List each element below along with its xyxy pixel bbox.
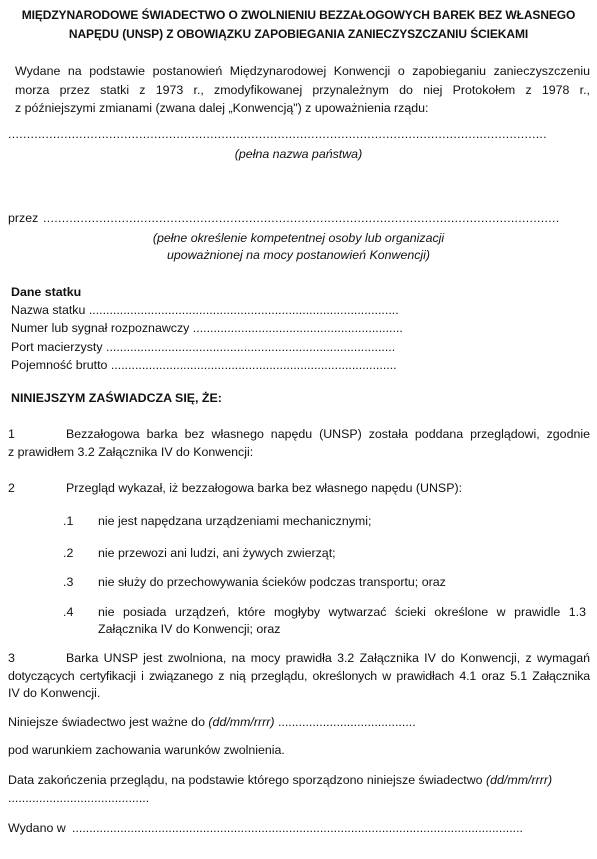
item-3-line-3: IV do Konwencji. bbox=[8, 686, 101, 700]
item-3-line-1: Barka UNSP jest zwolniona, na mocy prawidła 3.2 Załącznika IV do Konwencji, z wymagań bbox=[66, 651, 590, 665]
ship-name-field[interactable]: Nazwa statku .......................................................................................... bbox=[11, 303, 399, 317]
validity-date-format: (dd/mm/rrrr) bbox=[208, 715, 275, 729]
item-3-number: 3 bbox=[8, 651, 15, 665]
item-2-text: Przegląd wykazał, iż bezzałogowa barka bez własnego napędu (UNSP): bbox=[66, 481, 463, 495]
certify-heading: NINIEJSZYM ZAŚWIADCZA SIĘ, ŻE: bbox=[11, 391, 222, 405]
ship-port-field[interactable]: Port macierzysty .................................................................................... bbox=[11, 340, 396, 354]
intro-line-3: z późniejszymi zmianami (zwana dalej „Konwencją") z upoważnienia rządu: bbox=[15, 101, 429, 115]
survey-text: Data zakończenia przeglądu, na podstawie którego sporządzono niniejsze świadectwo bbox=[8, 773, 487, 787]
item-2-sub-1-text: nie jest napędzana urządzeniami mechanicznymi; bbox=[98, 514, 372, 528]
ship-signal-field[interactable]: Numer lub sygnał rozpoznawczy ............................................................. bbox=[11, 321, 403, 335]
validity-date-field[interactable]: ........................................ bbox=[274, 715, 416, 729]
item-2-sub-2-number: .2 bbox=[63, 546, 74, 560]
item-2-sub-4-line-2: Załącznika IV do Konwencji; oraz bbox=[98, 622, 281, 636]
survey-line bbox=[8, 773, 552, 787]
item-1-line-2: z prawidłem 3.2 Załącznika IV do Konwencji: bbox=[8, 445, 254, 459]
ship-details-heading: Dane statku bbox=[11, 285, 82, 299]
title-line-1: MIĘDZYNARODOWE ŚWIADECTWO O ZWOLNIENIU BEZZAŁOGOWYCH BAREK BEZ WŁASNEGO bbox=[21, 8, 576, 22]
issuer-caption-2: upoważnionej na mocy postanowień Konwencji) bbox=[166, 248, 431, 262]
validity-text: Niniejsze świadectwo jest ważne do bbox=[8, 715, 209, 729]
item-2-sub-3-text: nie służy do przechowywania ścieków podczas transportu; oraz bbox=[98, 575, 446, 589]
item-2-sub-4-line-1: nie posiada urządzeń, które mogłyby wytwarzać ścieki określone w prawidle 1.3 bbox=[98, 605, 586, 619]
item-2-sub-3-number: .3 bbox=[63, 575, 74, 589]
ship-tonnage-field[interactable]: Pojemność brutto ................................................................................... bbox=[11, 358, 397, 372]
intro-line-1: Wydane na podstawie postanowień Międzynarodowej Konwencji o zapobieganiu zanieczyszczeniu bbox=[15, 64, 590, 78]
survey-date-field[interactable]: ......................................... bbox=[8, 791, 150, 805]
item-1-line-1: Bezzałogowa barka bez własnego napędu (UNSP) została poddana przeglądowi, zgodnie bbox=[66, 427, 590, 441]
issuer-caption-1: (pełne określenie kompetentnej osoby lub organizacji bbox=[152, 231, 445, 245]
issued-in-field[interactable]: ................................................................................................................................... bbox=[72, 821, 523, 835]
item-3-line-2: dotyczących certyfikacji i związanego z nią przeglądu, określonych w prawidłach 4.1 oraz 5.1 Załącznika bbox=[8, 669, 590, 683]
item-2-sub-4-number: .4 bbox=[63, 605, 74, 619]
survey-date-format: (dd/mm/rrrr) bbox=[486, 773, 553, 787]
item-1-number: 1 bbox=[8, 427, 15, 441]
condition-text: pod warunkiem zachowania warunków zwolnienia. bbox=[8, 743, 285, 757]
issued-in-label: Wydano w bbox=[8, 821, 66, 835]
state-name-field[interactable]: ................................................................................................................................................ bbox=[8, 127, 547, 141]
intro-line-2: morza przez statki z 1973 r., zmodyfikowanej przynależnym do niej Protokołem z 1978 r., bbox=[15, 83, 590, 97]
item-2-sub-1-number: .1 bbox=[63, 514, 74, 528]
state-name-caption: (pełna nazwa państwa) bbox=[234, 147, 363, 161]
title-line-2: NAPĘDU (UNSP) Z OBOWIĄZKU ZAPOBIEGANIA ZANIECZYSZCZANIU ŚCIEKAMI bbox=[68, 27, 529, 41]
validity-line bbox=[8, 715, 416, 729]
item-2-number: 2 bbox=[8, 481, 15, 495]
issuer-field[interactable]: .......................................................................................................................................... bbox=[43, 211, 560, 225]
issuer-label: przez bbox=[8, 211, 39, 225]
item-2-sub-2-text: nie przewozi ani ludzi, ani żywych zwierząt; bbox=[98, 546, 336, 560]
